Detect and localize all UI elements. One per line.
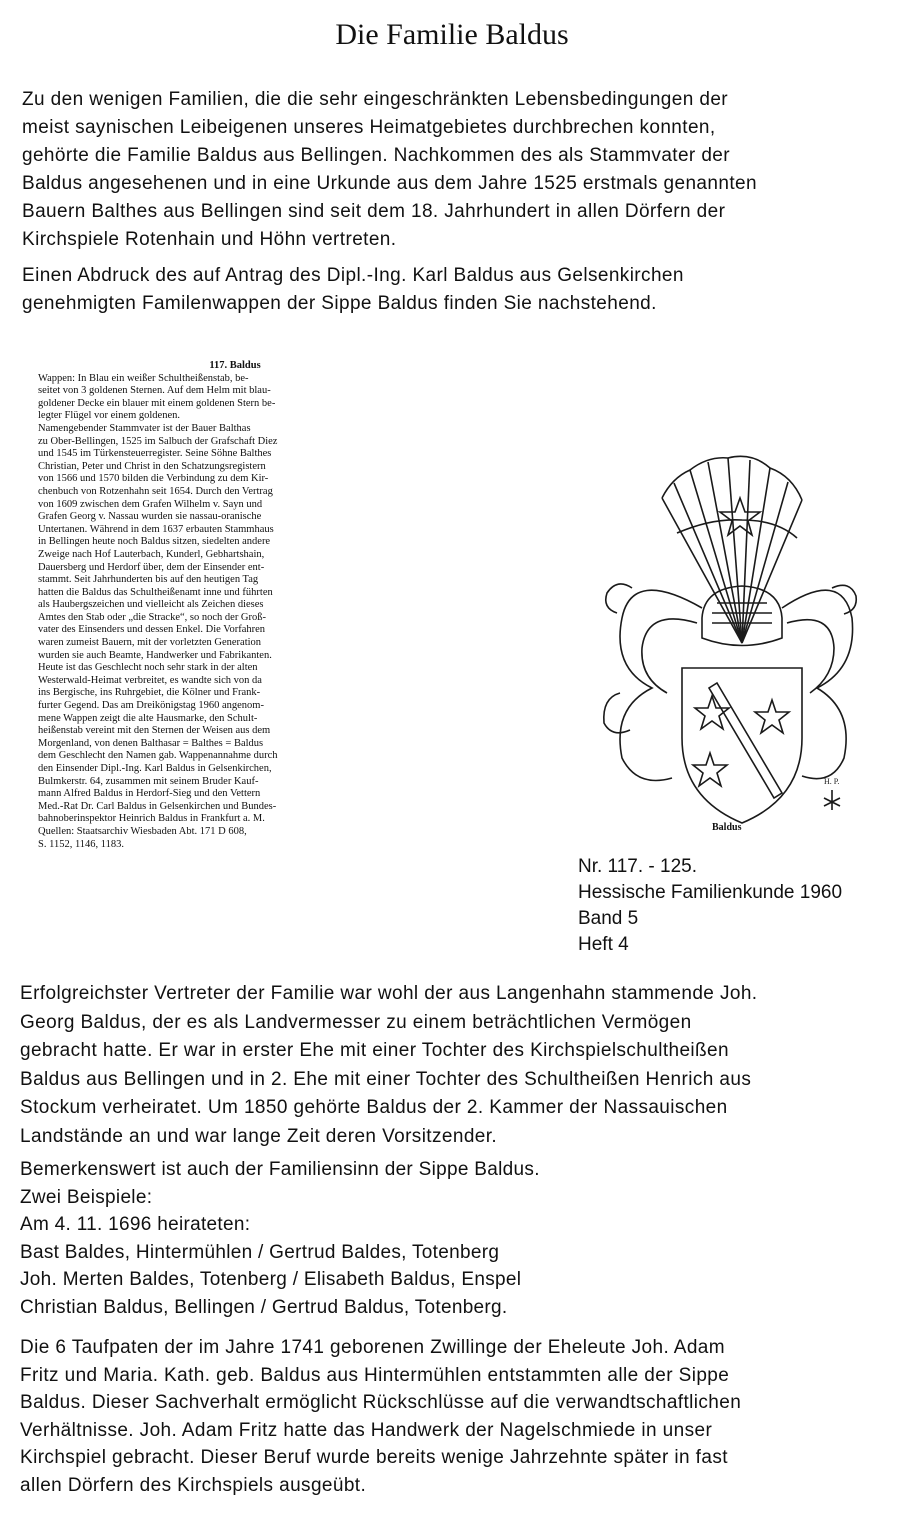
list-item: Zwei Beispiele: — [20, 1186, 153, 1208]
clipping-line: Untertanen. Während in dem 1637 erbauten Stammhaus — [38, 523, 274, 535]
body-line: Georg Baldus, der es als Landvermesser zu einem beträchtlichen Vermögen — [20, 1011, 692, 1033]
clipping-line: S. 1152, 1146, 1183. — [38, 838, 125, 850]
closing-line: Fritz und Maria. Kath. geb. Baldus aus Hintermühlen entstammten alle der Sippe — [20, 1364, 730, 1386]
clipping-line: vater des Einsenders und dessen Enkel. Die Vorfahren — [38, 624, 266, 636]
body-line: Landstände an und war lange Zeit deren Vorsitzender. — [20, 1125, 498, 1147]
artist-mark: H. P. — [824, 777, 840, 786]
clipping-line: mene Wappen zeigt die alte Hausmarke, den Schult- — [38, 712, 258, 724]
body-line: Baldus aus Bellingen und in 2. Ehe mit einer Tochter des Schultheißen Henrich aus — [20, 1068, 752, 1090]
source-reference — [578, 854, 842, 958]
clipping-line: zu Ober-Bellingen, 1525 im Salbuch der Grafschaft Diez — [38, 435, 278, 447]
page-title: Die Familie Baldus — [335, 18, 569, 51]
clipping-line: seitet von 3 goldenen Sternen. Auf dem Helm mit blau- — [38, 385, 271, 397]
clipping-line: Med.-Rat Dr. Carl Baldus in Gelsenkirchen und Bundes- — [38, 800, 277, 812]
intro-line: Baldus angesehenen und in eine Urkunde aus dem Jahre 1525 erstmals genannten — [22, 173, 757, 194]
list-item: Am 4. 11. 1696 heirateten: — [20, 1214, 251, 1235]
intro-line: Zu den wenigen Familien, die die sehr eingeschränkten Lebensbedingungen der — [22, 89, 729, 110]
clipping-line: als Haubergszeichen und vielleicht als Zeichen dieses — [38, 599, 264, 611]
clipping-line: hatten die Baldus das Schultheißenamt inne und führten — [38, 586, 273, 598]
closing-line: Die 6 Taufpaten der im Jahre 1741 geborenen Zwillinge der Eheleute Joh. Adam — [20, 1337, 725, 1358]
closing-line: allen Dörfern des Kirchspiels ausgeübt. — [20, 1474, 367, 1496]
clipping-line: ins Bergische, ins Ruhrgebiet, die Kölner und Frank- — [38, 687, 261, 699]
list-item: Christian Baldus, Bellingen / Gertrud Baldus, Totenberg. — [20, 1296, 508, 1318]
clipping-line: Amtes den Stab oder „die Stracke“, so noch der Groß- — [38, 611, 267, 623]
body-paragraph — [20, 980, 896, 1151]
intro-line: Kirchspiele Rotenhain und Höhn vertreten. — [22, 229, 397, 250]
closing-line: Kirchspiel gebracht. Dieser Beruf wurde bereits wenige Jahrzehnte später in fast — [20, 1447, 728, 1468]
clipping-line: goldener Decke ein blauer mit einem goldenen Stern be- — [38, 397, 276, 409]
list-item: Bemerkenswert ist auch der Familiensinn der Sippe Baldus. — [20, 1159, 540, 1180]
closing-line: Verhältnisse. Joh. Adam Fritz hatte das Handwerk der Nagelschmiede in unser — [20, 1419, 713, 1441]
clipping-line: und 1545 im Türkensteuerregister. Seine Söhne Balthes — [38, 448, 272, 460]
clipping-line: von 1609 zwischen dem Grafen Wilhelm v. Sayn und — [38, 498, 263, 510]
body-line: gebracht hatte. Er war in erster Ehe mit einer Tochter des Kirchspielschultheißen — [20, 1040, 729, 1061]
clipping-line: stammt. Seit Jahrhunderten bis auf den heutigen Tag — [38, 574, 259, 586]
clipping-line: furter Gegend. Das am Dreikönigstag 1960 angenom- — [38, 700, 264, 712]
clipping-line: bahnoberinspektor Heinrich Baldus in Frankfurt a. M. — [38, 813, 265, 825]
closing-line: Baldus. Dieser Sachverhalt ermöglicht Rückschlüsse auf die verwandtschaftlichen — [20, 1392, 742, 1413]
clipping-heading: 117. Baldus — [209, 360, 261, 371]
clipping-line: von 1566 und 1570 bilden die Verbindung zu dem Kir- — [38, 473, 269, 485]
clipping-line: heißenstab vereint mit den Sternen der Weisen aus dem — [38, 725, 271, 737]
wappen-line: Einen Abdruck des auf Antrag des Dipl.-Ing. Karl Baldus aus Gelsenkirchen — [22, 265, 684, 286]
clipping-line: legter Flügel vor einem goldenen. — [38, 410, 181, 422]
clipping-line: mann Alfred Baldus in Herdorf-Sieg und den Vettern — [38, 788, 261, 800]
body-line: Erfolgreichster Vertreter der Familie war wohl der aus Langenhahn stammende Joh. — [20, 983, 758, 1004]
crest-caption: Baldus — [712, 822, 742, 833]
clipping-line: Zweige nach Hof Lauterbach, Kunderl, Gebhartshain, — [38, 548, 265, 560]
source-number: Nr. 117. - 125. — [578, 856, 697, 877]
newspaper-clipping — [38, 360, 432, 851]
closing-paragraph — [20, 1334, 896, 1499]
clipping-line: chenbuch von Rotzenhahn seit 1654. Durch den Vertrag — [38, 485, 273, 497]
clipping-line: Morgenland, von denen Balthasar = Balthes = Baldus — [38, 737, 264, 749]
intro-line: gehörte die Familie Baldus aus Bellingen. Nachkommen des als Stammvater der — [22, 145, 730, 166]
intro-paragraph — [22, 86, 890, 254]
coat-of-arms-image — [592, 438, 862, 838]
source-volume — [578, 906, 842, 958]
clipping-line: wurden sie auch Beamte, Handwerker und Fabrikanten. — [38, 649, 272, 661]
clipping-line: Heute ist das Geschlecht noch sehr stark in der alten — [38, 662, 258, 674]
examples-list — [20, 1156, 896, 1321]
clipping-text — [38, 373, 432, 852]
wappen-line: genehmigten Familenwappen der Sippe Baldus finden Sie nachstehend. — [22, 293, 657, 314]
source-publication: Hessische Familienkunde 1960 — [578, 882, 843, 903]
source-band: Band 5 — [578, 908, 639, 929]
intro-line: meist saynischen Leibeigenen unseres Heimatgebietes durchbrechen konnten, — [22, 117, 716, 138]
intro-line: Bauern Balthes aus Bellingen sind seit dem 18. Jahrhundert in allen Dörfern der — [22, 201, 726, 222]
clipping-line: Grafen Georg v. Nassau wurden sie nassau-oranische — [38, 511, 262, 523]
source-heft: Heft 4 — [578, 934, 629, 955]
clipping-line: Dauersberg und Herdorf über, dem der Einsender ent- — [38, 561, 265, 573]
clipping-line: Christian, Peter und Christ in den Schatzungsregistern — [38, 460, 266, 472]
clipping-line: den Einsender Dipl.-Ing. Karl Baldus in Gelsenkirchen, — [38, 763, 272, 774]
wappen-paragraph — [22, 262, 890, 318]
clipping-line: Westerwald-Heimat verbreitet, es wandte sich von da — [38, 674, 262, 686]
list-item: Bast Baldes, Hintermühlen / Gertrud Baldes, Totenberg — [20, 1241, 500, 1263]
clipping-line: Namengebender Stammvater ist der Bauer Balthas — [38, 422, 251, 434]
list-item: Joh. Merten Baldes, Totenberg / Elisabeth Baldus, Enspel — [20, 1269, 522, 1290]
clipping-line: in Bellingen heute noch Baldus sitzen, siedelten andere — [38, 536, 271, 548]
clipping-line: Wappen: In Blau ein weißer Schultheißenstab, be- — [38, 372, 249, 384]
clipping-line: dem Geschlecht den Namen gab. Wappenannahme durch — [38, 750, 278, 762]
body-line: Stockum verheiratet. Um 1850 gehörte Baldus der 2. Kammer der Nassauischen — [20, 1097, 728, 1118]
clipping-line: Quellen: Staatsarchiv Wiesbaden Abt. 171 D 608, — [38, 825, 247, 837]
clipping-line: waren zumeist Bauern, mit der vorletzten Generation — [38, 637, 262, 649]
clipping-line: Bulmkerstr. 64, zusammen mit seinem Bruder Kauf- — [38, 775, 259, 787]
